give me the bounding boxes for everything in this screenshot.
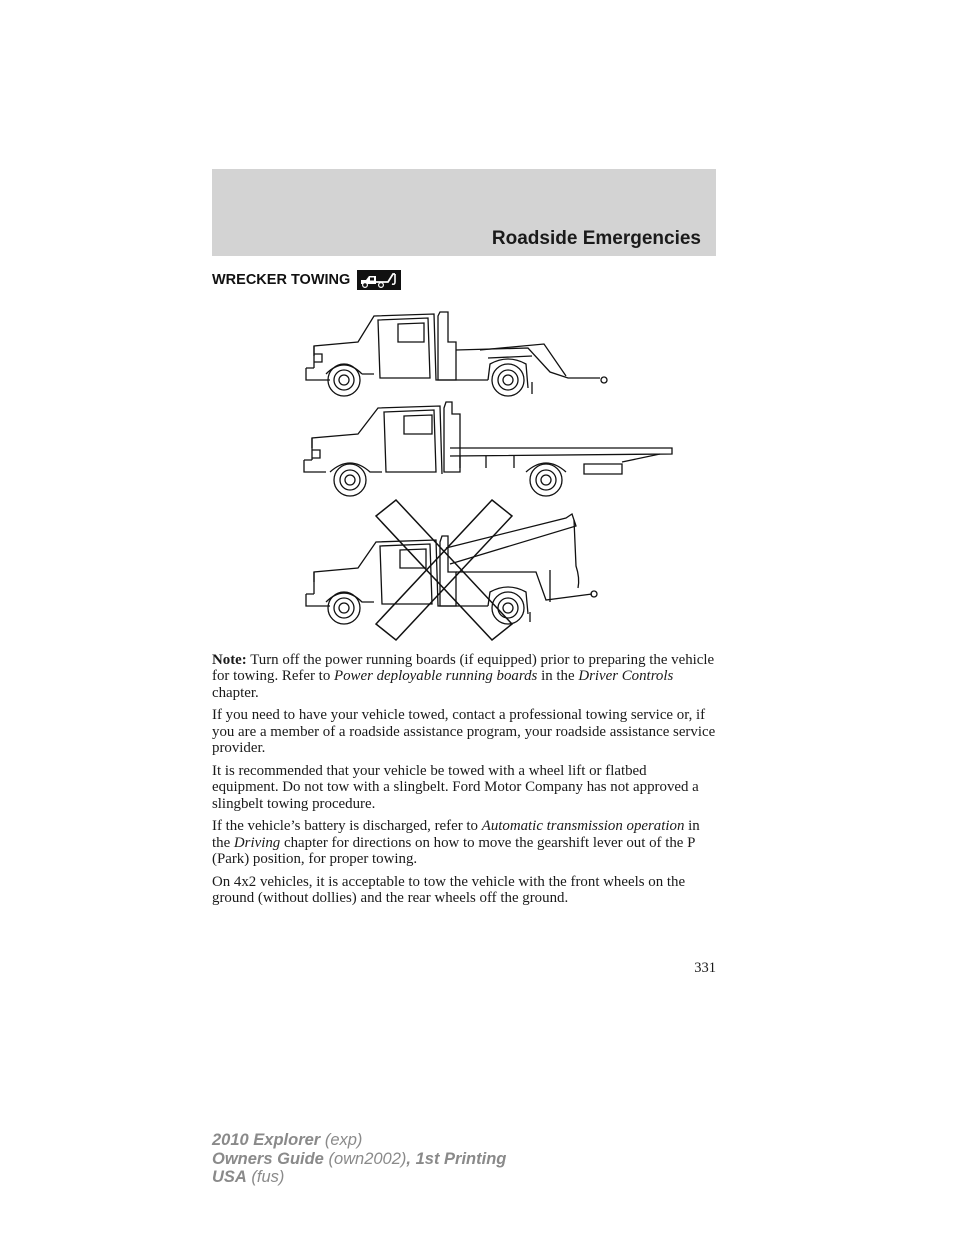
- wheel-lift-truck: [306, 312, 607, 396]
- towing-methods-illustration: [300, 302, 680, 642]
- note-text-2: in the: [537, 668, 579, 685]
- chapter-header-band: [212, 169, 716, 256]
- footer-line-2: [212, 1150, 506, 1169]
- tow-truck-icon: [357, 270, 401, 290]
- paragraph-4x2-towing: On 4x2 vehicles, it is acceptable to tow the vehicle with the front wheels on the ground (without dollies) and the rear wheels off the ground.: [212, 873, 686, 907]
- reference-automatic-transmission: Automatic transmission operation: [481, 818, 685, 835]
- note-text-1: Turn off the power running boards (if equipped) prior to preparing the vehicle for towing. Refer to: [212, 652, 715, 685]
- footer-market-code: (fus): [246, 1168, 285, 1186]
- note-text-3: chapter.: [212, 684, 259, 701]
- paragraph-towing-service: If you need to have your vehicle towed, contact a professional towing service or, if you are a member of a roadside assistance program, your roadside assistance service provider.: [212, 707, 716, 757]
- reference-power-running-boards: Power deployable running boards: [334, 668, 538, 685]
- battery-text-2: in the: [212, 818, 700, 851]
- slingbelt-truck-crossed-out: [306, 500, 597, 640]
- paragraph-recommended-equipment: It is recommended that your vehicle be towed with a wheel lift or flatbed equipment. Do not tow with a slingbelt. Ford Motor Company has not approved a slingbelt towing procedure.: [212, 762, 699, 812]
- footer-market: USA: [212, 1168, 247, 1186]
- footer-guide: Owners Guide: [212, 1149, 324, 1168]
- section-heading-text: WRECKER TOWING: [212, 272, 351, 288]
- chapter-title: Roadside Emergencies: [491, 228, 701, 249]
- reference-driving: Driving: [233, 834, 281, 851]
- section-heading: [212, 270, 401, 290]
- reference-driver-controls: Driver Controls: [578, 668, 674, 685]
- paragraph-discharged-battery: [212, 818, 716, 867]
- page-number: 331: [694, 960, 716, 976]
- footer-line-1: [212, 1131, 506, 1150]
- battery-text-1: If the vehicle’s battery is discharged, refer to: [212, 818, 482, 835]
- body-text: [212, 652, 716, 913]
- footer-model-code: (exp): [320, 1131, 363, 1149]
- note-label: Note:: [212, 652, 247, 668]
- document-footer: [212, 1131, 506, 1187]
- footer-line-3: [212, 1168, 506, 1187]
- battery-text-3: chapter for directions on how to move the gearshift lever out of the P (Park) position, for proper towing.: [212, 834, 695, 868]
- note-paragraph: [212, 652, 716, 701]
- footer-printing: , 1st Printing: [406, 1149, 507, 1168]
- flatbed-truck: [304, 402, 672, 496]
- footer-guide-code: (own2002): [323, 1149, 407, 1168]
- footer-model: 2010 Explorer: [212, 1131, 321, 1149]
